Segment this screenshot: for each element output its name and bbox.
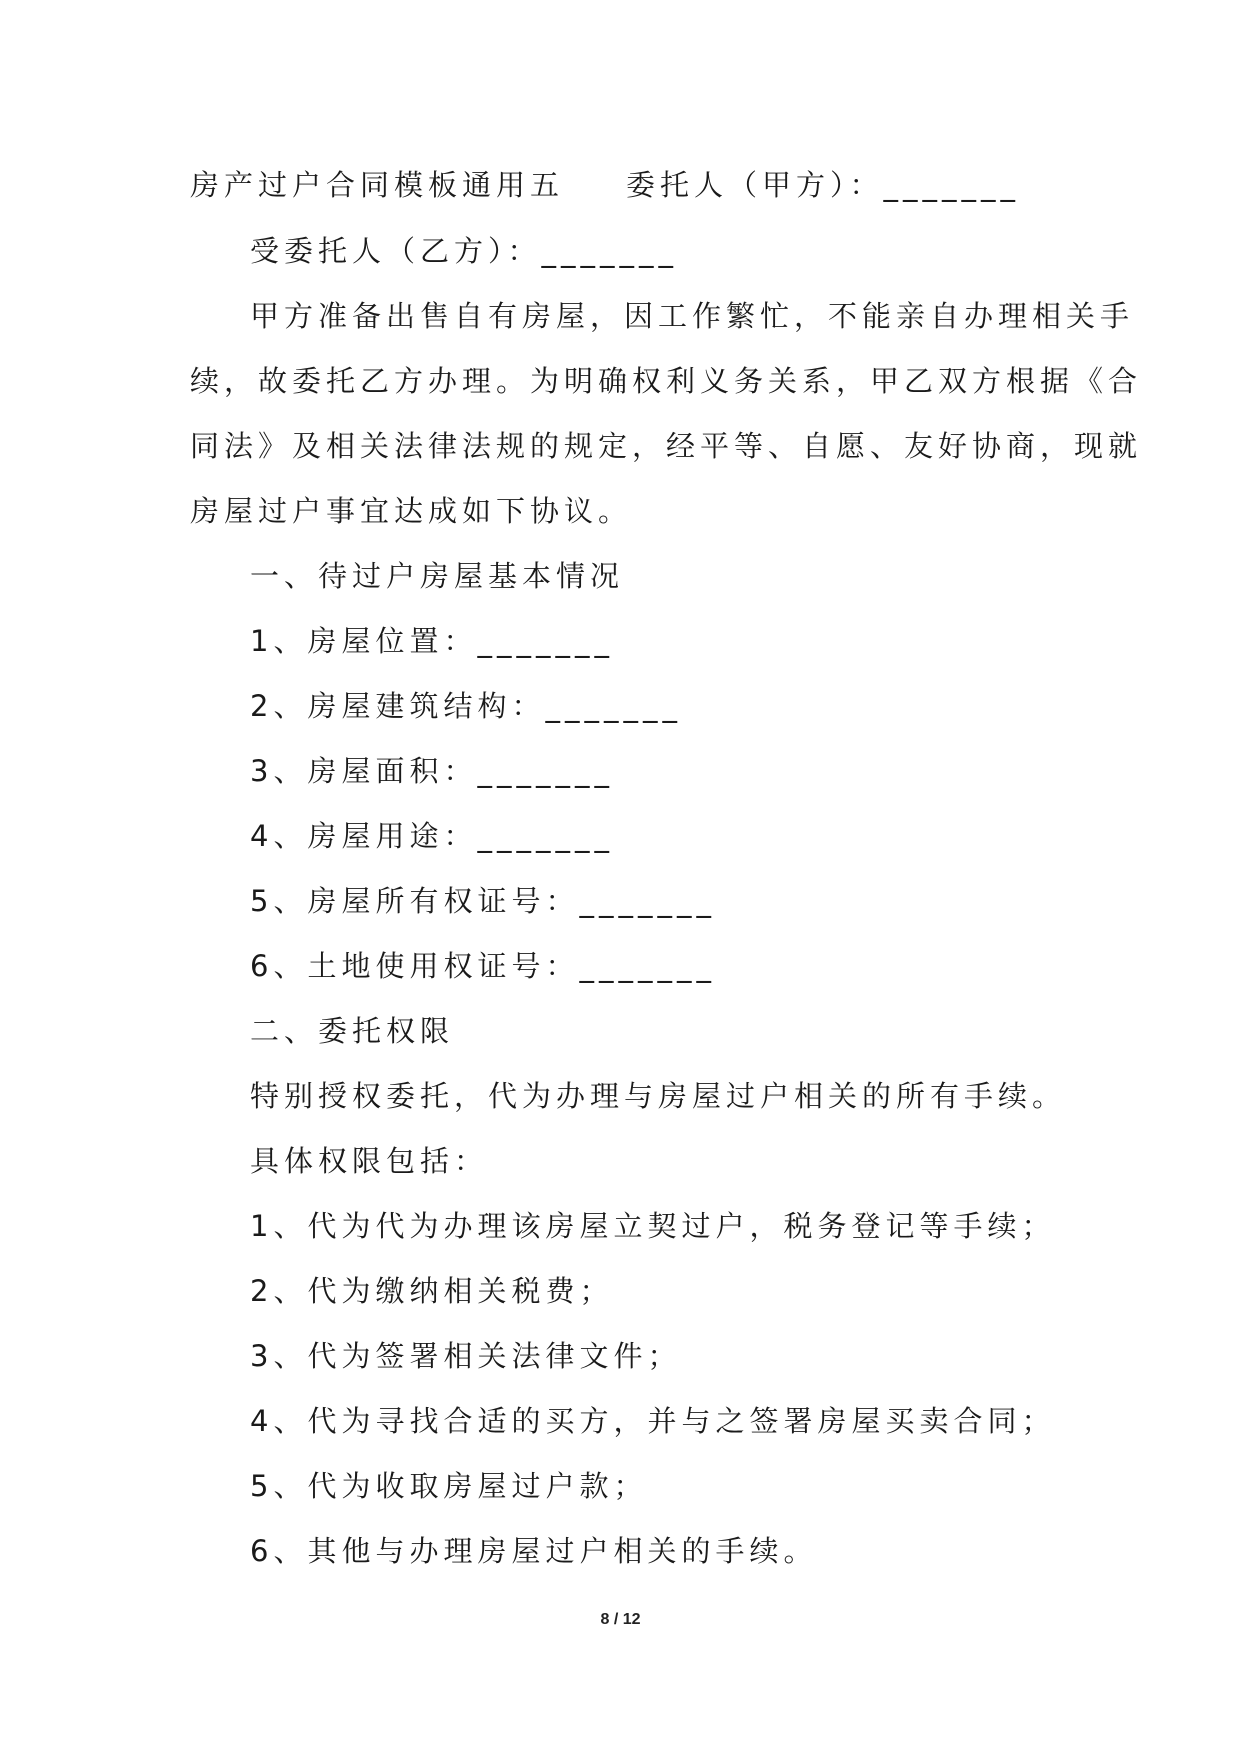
authority-item-2: 2、代为缴纳相关税费；: [250, 1274, 614, 1308]
paragraph-line-3: 同法》及相关法律法规的规定，经平等、自愿、友好协商，现就: [190, 429, 1143, 463]
house-structure-item: 2、房屋建筑结构：_______: [250, 689, 682, 723]
section2-intro: 特别授权委托，代为办理与房屋过户相关的所有手续。: [250, 1079, 1067, 1113]
title-line: [190, 165, 1020, 205]
authority-item-4: 4、代为寻找合适的买方，并与之签署房屋买卖合同；: [250, 1404, 1056, 1438]
party-a-line: 委托人（甲方）：_______: [626, 168, 1021, 202]
house-location-item: 1、房屋位置：_______: [250, 624, 614, 658]
authority-item-5: 5、代为收取房屋过户款；: [250, 1469, 648, 1503]
party-b-line: 受委托人（乙方）：_______: [250, 234, 679, 268]
authority-item-3: 3、代为签署相关法律文件；: [250, 1339, 682, 1373]
scope-label: 具体权限包括：: [250, 1144, 489, 1178]
authority-item-6: 6、其他与办理房屋过户相关的手续。: [250, 1534, 818, 1568]
paragraph-line-1: 甲方准备出售自有房屋，因工作繁忙，不能亲自办理相关手: [250, 299, 1135, 333]
authority-item-1: 1、代为代为办理该房屋立契过户，税务登记等手续；: [250, 1209, 1056, 1243]
land-cert-item: 6、土地使用权证号：_______: [250, 949, 716, 983]
document-title: 房产过户合同模板通用五: [190, 168, 565, 202]
house-usage-item: 4、房屋用途：_______: [250, 819, 614, 853]
paragraph-line-4: 房屋过户事宜达成如下协议。: [190, 494, 633, 528]
section1-heading: 一、待过户房屋基本情况: [250, 559, 625, 593]
paragraph-line-2: 续，故委托乙方办理。为明确权利义务关系，甲乙双方根据《合: [190, 364, 1143, 398]
ownership-cert-item: 5、房屋所有权证号：_______: [250, 884, 716, 918]
page-number: 8 / 12: [600, 1611, 641, 1628]
house-area-item: 3、房屋面积：_______: [250, 754, 614, 788]
section2-heading: 二、委托权限: [250, 1014, 455, 1048]
